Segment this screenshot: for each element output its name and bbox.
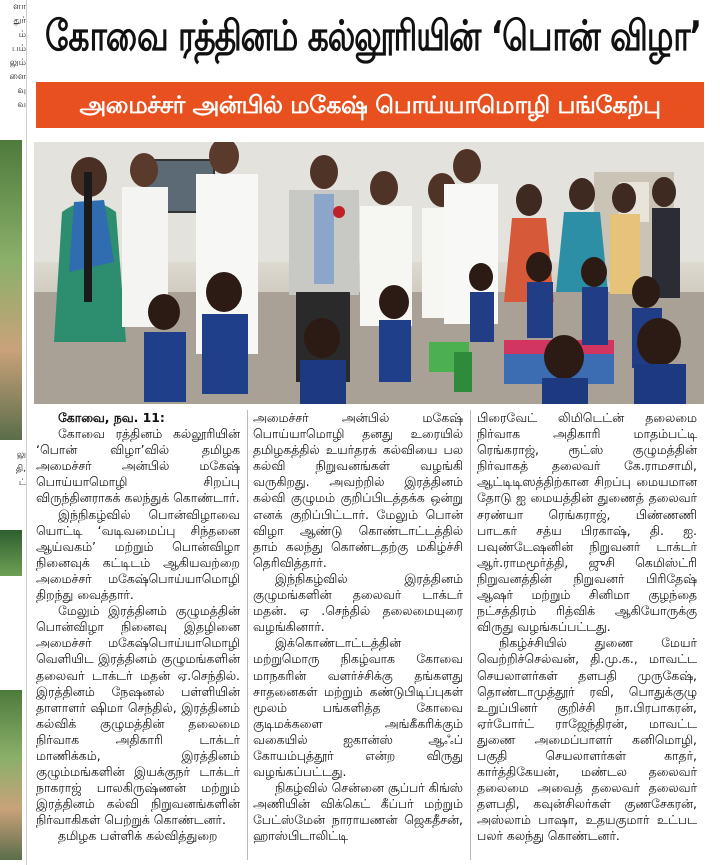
edge-photo (0, 690, 22, 860)
paragraph: அமைச்சர் அன்பில் மகேஷ் பொய்யாமொழி தனது உரையில் தமிழகத்தில் உயர்தரக் கல்வியை பல கல்வி நிறுவனங்கள் வழங்கி வருகிறது. அவற்றில் இரத்தினம் கல்வி குழுமம் குறிப்பிடத்தக்க ஒன்று எனக் குறிப்பிட்டார். மேலும் பொன் விழா ஆண்டு கொண்டாட்டத்தில் தாம் கலந்து கொண்டதற்கு மகிழ்ச்சி தெரிவித்தார். (253, 410, 463, 570)
edge-line: வு (17, 86, 26, 96)
paragraph: இந்நிகழ்வில் இரத்தினம் குழுமங்களின் தலைவர் டாக்டர் மதன். ஏ .செந்தில் தலைமையுரை வழங்கினார். (253, 570, 463, 635)
edge-line: லு (16, 450, 26, 460)
edge-line: ளை (9, 72, 26, 82)
event-photo (34, 142, 704, 404)
edge-line: ம் (18, 30, 26, 40)
column-rule (470, 410, 471, 860)
edge-line: லும் (9, 58, 26, 68)
headline: கோவை ரத்தினம் கல்லூரியின் ‘பொன் விழா’ (44, 11, 702, 60)
edge-line: வ (17, 100, 26, 110)
dateline: கோவை, நவ. 11: (58, 410, 165, 425)
article-column-2 (253, 410, 463, 845)
edge-line: ளா (13, 2, 26, 12)
paragraph: மேலும் இரத்தினம் குழுமத்தின் பொன்விழா நினைவு இதழினை அமைச்சர் மகேஷ்பொய்யாமொழி வெளியிட இரத்தினம் குழுமங்களின் தலைவர் டாக்டர் மதன் ஏ.செந்தில். இரத்தினம் நேஷனல் பள்ளியின் தாளாளர் ஷிமா செந்தில், இரத்தினம் கல்விக் குழுமத்தின் தலைமை நிர்வாக அதிகாரி டாக்டர் மாணிக்கம், இரத்தினம் குழும்மங்களின் இயக்குநர் டாக்டர் நாகராஜ் பாலகிருஷ்ணன் மற்றும் இரத்தினம் கல்வி நிறுவனங்களின் நிர்வாகிகள் பெற்றுக் கொண்டனர். (36, 603, 240, 828)
edge-photo (0, 140, 22, 440)
photo-illustration (34, 142, 704, 404)
adjacent-article-strip (0, 0, 27, 865)
edge-line: பம் (12, 44, 26, 54)
article-column-3 (477, 410, 697, 845)
paragraph: இக்கொண்டாட்டத்தின் மற்றுமொரு நிகழ்வாக கோவை மாநகரின் வளர்ச்சிக்கு தங்களது சாதனைகள் மற்றும் கண்டுபிடிப்புகள் மூலம் பங்களித்த கோவை குடிமக்களை அங்கீகரிக்கும் வகையில் ஐகான்ஸ் ஆஃப் கோயம்புத்தூர் என்ற விருது வழங்கப்பட்டது. (253, 635, 463, 780)
news-article (26, 0, 720, 865)
paragraph: பிரைவேட் லிமிடெட்ன் தலைமை நிர்வாக அதிகாரி மாதம்பட்டி ரெங்கராஜ், ரூட்ஸ் குழுமத்தின் நிர்வாகத் தலைவர் கே.ராமசாமி, ஆட்டிடிஸத்திற்கான சிறப்பு மையமான தோடு ஐ மையத்தின் துணைத் தலைவர் சரண்யா ரெங்கராஜ், பிண்ணணி பாடகர் சத்ய பிரகாஷ், தி. ஐ. பவுண்டேஷனின் நிறுவனர் டாக்டர் ஆர்.ராமமூர்த்தி, ஜுசி கெமிஸ்ட்ரி நிறுவனத்தின் நிறுவனர் பிரிதேஷ் ஆஷர் மற்றும் சினிமா குழந்தை நட்சத்திரம் ரித்விக் ஆகியோருக்கு விருது வழங்கப்பட்டது. (477, 410, 697, 635)
edge-photo (0, 530, 22, 576)
paragraph: நிகழ்ச்சியில் துணை மேயர் வெற்றிச்செல்வன், தி.மு.க., மாவட்ட செயலாளர்கள் தளபதி முருகேஷ், தொண்டாமுத்தூர் ரவி, பொதுக்குழு உறுப்பினர் குறிச்சி நா.பிரபாகரன், ஏர்போர்ட் ராஜேந்திரன், மாவட்ட துணை அமைப்பாளர் கனிமொழி, பகுதி செயலாளர்கள் காதர், கார்த்திகேயன், மண்டல தலைவர் தலைமை அவைத் தலைவர் தலைவர் தளபதி, கவுன்சிலர்கள் குணசேகரன், அஸ்லாம் பாஷா, உதயகுமார் உட்பட பலர் கலந்து கொண்டனர். (477, 635, 697, 844)
article-column-1 (36, 410, 240, 845)
paragraph: கோவை ரத்தினம் கல்லூரியின் ‘பொன் விழா’வில் தமிழக அமைச்சர் அன்பில் மகேஷ் பொய்யாமொழி சிறப்பு விருந்தினராகக் கலந்துக் கொண்டார். (36, 426, 240, 506)
edge-line: தி, (15, 464, 26, 474)
edge-line: ட் (18, 478, 26, 488)
subheadline-banner: அமைச்சர் அன்பில் மகேஷ் பொய்யாமொழி பங்கேற்பு (36, 82, 704, 128)
edge-line: துர் (13, 16, 26, 26)
column-rule (247, 410, 248, 860)
paragraph: தமிழக பள்ளிக் கல்வித்துறை (58, 828, 218, 844)
paragraph: இந்நிகழ்வில் பொன்விழாவை யொட்டி ‘வடிவமைப்பு சிந்தனை ஆய்வகம்’ மற்றும் பொன்விழா நினைவுக் கட்டிடம் ஆகியவற்றை அமைச்சர் மகேஷ்பொய்யாமொழி திறந்து வைத்தார். (36, 506, 240, 603)
paragraph: நிகழ்வில் சென்னை சூப்பர் கிங்ஸ் அணியின் விக்கெட் கீப்பர் மற்றும் பேட்ஸ்மேன் நாராயணன் ஜெகதீசன், ஹாஸ்பிடாலிட்டி (253, 780, 463, 844)
